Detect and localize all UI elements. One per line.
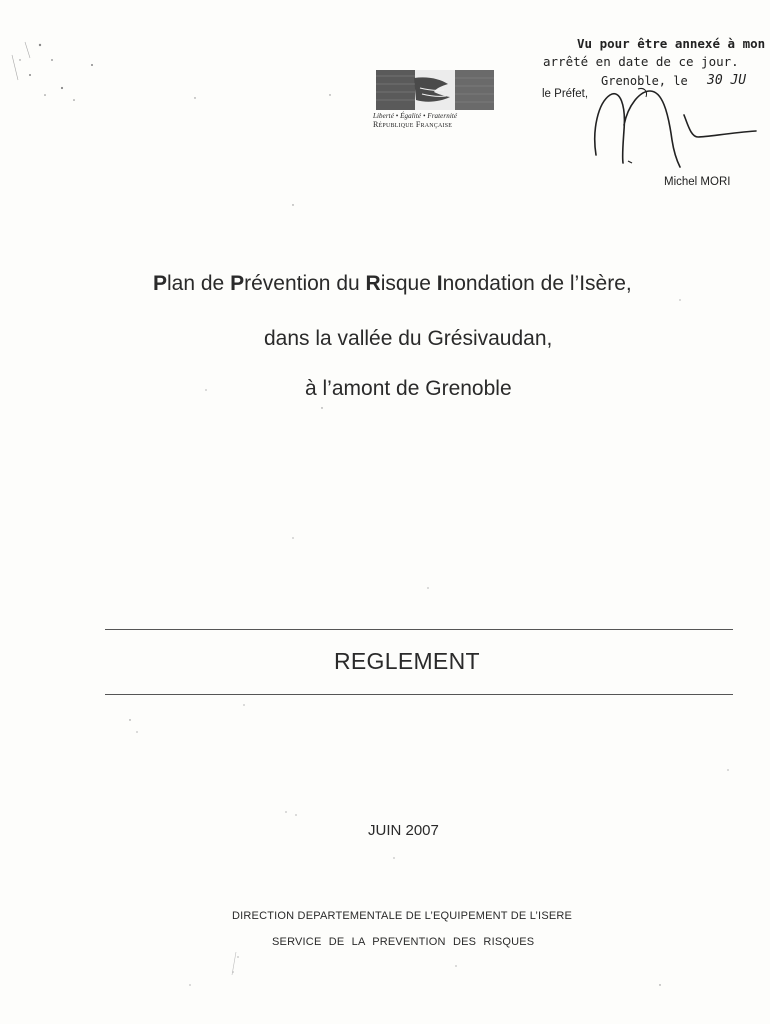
document-date: JUIN 2007 [368,822,439,839]
section-heading: REGLEMENT [334,648,480,674]
prefect-signature [588,85,758,180]
title-initial: P [230,272,245,295]
service-line-2: SERVICE DE LA PREVENTION DES RISQUES [272,936,535,948]
logo-motto: Liberté • Égalité • Fraternité [373,112,458,120]
document-title-line-1 [153,272,632,296]
stamp-line-1: Vu pour être annexé à mon [577,36,766,51]
marianne-emblem-icon [376,70,494,110]
stamp-prefet: le Préfet, [542,88,589,100]
stamp-city: Grenoble, le [601,74,688,88]
service-line-1: DIRECTION DEPARTEMENTALE DE L’EQUIPEMENT DE L’ISERE [232,910,573,922]
stamp-signatory-name: Michel MORI [664,176,731,188]
stamp-line-2: arrêté en date de ce jour. [543,54,739,69]
divider-top [105,629,733,630]
logo-name: République Française [373,120,453,129]
title-initial: R [365,272,381,295]
divider-bottom [105,694,733,695]
title-text: isque [380,272,437,295]
title-initial: I [436,272,443,295]
stamp-date: 30 JU [707,73,747,88]
title-text: nondation de l’Isère, [442,272,632,295]
republique-francaise-logo [373,70,495,129]
title-text: révention du [244,272,366,295]
document-title-line-3: à l’amont de Grenoble [305,377,512,400]
document-title-line-2: dans la vallée du Grésivaudan, [264,327,553,350]
title-text: lan de [167,272,231,295]
title-initial: P [153,272,168,295]
